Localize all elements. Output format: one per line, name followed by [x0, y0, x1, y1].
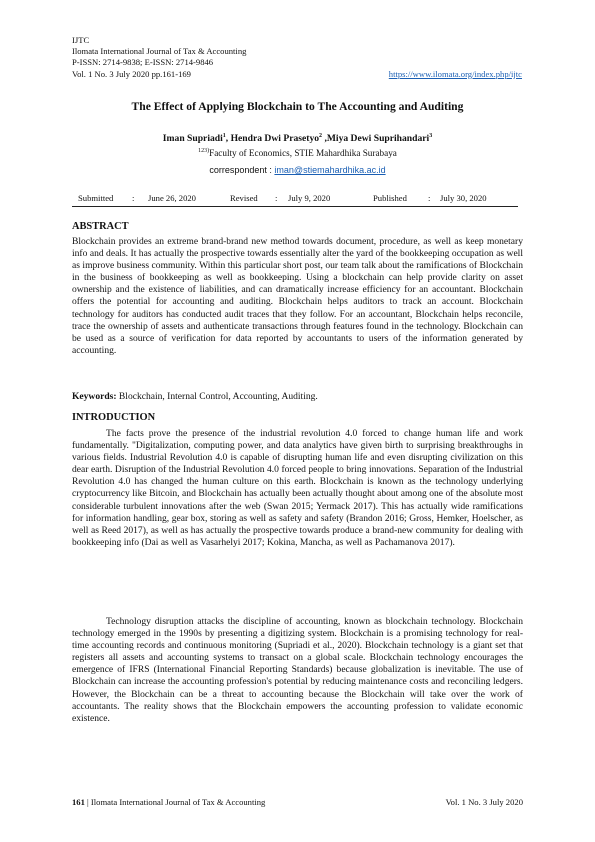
- revised-separator: :: [275, 193, 278, 203]
- introduction-paragraph-1: The facts prove the presence of the industrial revolution 4.0 forced to change human life and work fundamentally. "Digitalization, computing power, and data analytics have given birth to surprising breakthroughs in various fields. Industrial Revolution 4.0 is capable of disrupting human life and even disrupting civilization on this dear earth. Disruption of the Industrial Revolution 4.0 forced people to bring innovations. Separation of the Industrial Revolution 4.0 has changed the human culture on this earth. Blockchain is known as the technology underlying cryptocurrency like Bitcoin, and Blockchain has actually been actually thought about among one of the absolute most considerable turbulent innovations after the web (Swan 2015; Yermack 2017). This has actually wide ramifications for information handling, gear box, storing as well as safety and safety (Brandon 2016; Gross, Hemker, Hoelscher, as well as Reed 2017), as well as has actually the prospective towards produce a brand-new community for dealing with bookkeeping info (Dai as well as Vasarhelyi 2017; Kokina, Mancha, as well as Pachamanova 2017).: [72, 428, 523, 548]
- journal-url-link[interactable]: https://www.ilomata.org/index.php/ijtc: [388, 68, 522, 79]
- issn: P-ISSN: 2714-9838; E-ISSN: 2714-9846: [72, 57, 214, 68]
- keywords-label: Keywords:: [72, 391, 117, 402]
- journal-abbreviation: IJTC: [72, 35, 90, 45]
- submission-dates: [72, 193, 518, 207]
- author-affiliation-number: 3: [429, 132, 433, 139]
- page-footer: [72, 797, 523, 807]
- footer-volume: Vol. 1 No. 3 July 2020: [445, 797, 523, 807]
- author-list: [40, 133, 555, 144]
- published-date: July 30, 2020: [440, 193, 487, 203]
- affiliation-text: Faculty of Economics, STIE Mahardhika Surabaya: [209, 148, 397, 158]
- author-name: ,Miya Dewi Suprihandari: [322, 133, 430, 144]
- footer-separator: |: [84, 797, 91, 807]
- published-label: Published: [373, 193, 407, 203]
- abstract-heading: ABSTRACT: [72, 221, 129, 232]
- author-name: , Hendra Dwi Prasetyo: [225, 133, 320, 144]
- revised-date: July 9, 2020: [288, 193, 331, 203]
- correspondent-label: correspondent :: [209, 165, 275, 175]
- submitted-separator: :: [132, 193, 135, 203]
- footer-left: [72, 797, 265, 807]
- footer-journal-name: Ilomata International Journal of Tax & Accounting: [90, 797, 266, 807]
- keywords-list: Blockchain, Internal Control, Accounting, Auditing.: [116, 391, 318, 402]
- correspondent: [40, 165, 555, 175]
- affiliation: [40, 148, 555, 158]
- journal-name: Ilomata International Journal of Tax & Accounting: [72, 46, 247, 57]
- author-affiliation-number: 1: [222, 132, 226, 139]
- revised-label: Revised: [230, 193, 258, 203]
- submitted-label: Submitted: [78, 193, 114, 203]
- correspondent-email-link[interactable]: iman@stiemahardhika.ac.id: [274, 165, 386, 175]
- volume-row: [72, 69, 522, 80]
- introduction-heading: INTRODUCTION: [72, 412, 156, 423]
- article-title: The Effect of Applying Blockchain to The Accounting and Auditing: [131, 100, 464, 113]
- volume-info: Vol. 1 No. 3 July 2020 pp.161-169: [72, 68, 191, 79]
- introduction-paragraph-2: Technology disruption attacks the discipline of accounting, known as blockchain technology. Blockchain technology emerged in the 1990s by presenting a digitizing system. Blockchain is a promising technology for real-time accounting records and continuous monitoring (Supriadi et al., 2020). Blockchain technology is a giant set that registers all assets and accounting systems to transact on a global scale. Blockchain technology encourages the emergence of IFRS (International Financial Reporting Standards) because globalization is inevitable. The use of Blockchain can increase the accounting profession's potential by reducing maintenance costs and reconciling ledgers. However, the Blockchain can be a threat to accounting because the Blockchain will take over the work of accountants. The reality shows that the Blockchain empowers the accounting profession to validate economic existence.: [72, 616, 523, 724]
- author-affiliation-number: 2: [319, 132, 323, 139]
- page-number: 161: [72, 797, 85, 807]
- abstract-text: Blockchain provides an extreme brand-brand new method towards document, procedure, as well as keep monetary info and deals. It has actually the prospective towards essentially alter the yard of the bookkeeping occupation as well as improve business community. Within this particular short post, our team talk about the ramifications of Blockchain in the business of bookkeeping as well as bookkeeping. Using a blockchain can help provide clarity on asset ownership and the existence of liabilities, and can dramatically increase efficiency for an accountant. Blockchain offers the potential for accounting and auditing. Blockchain helps auditors to track an account. Blockchain technology for auditors has conducted audit traces that they follow. For an accountant, Blockchain helps reconcile, trace the ownership of assets and authenticate transactions through features found in the technology. Blockchain can be used as a source of verification for data reported by accountants to users of the information generated by accounting.: [72, 236, 523, 356]
- submitted-date: June 26, 2020: [148, 193, 196, 203]
- keywords: [72, 391, 523, 403]
- journal-header: [72, 35, 522, 80]
- affiliation-number: 123): [198, 147, 210, 154]
- author-name: Iman Supriadi: [162, 133, 223, 144]
- published-separator: :: [428, 193, 431, 203]
